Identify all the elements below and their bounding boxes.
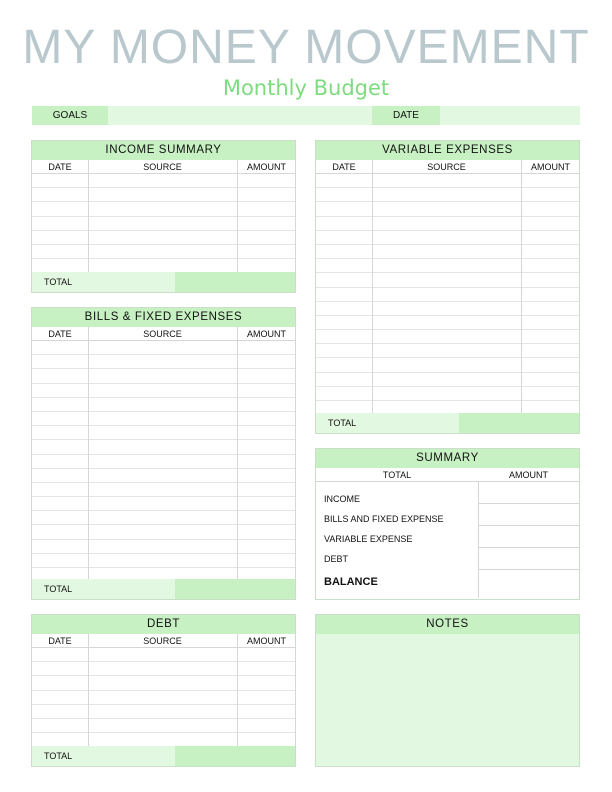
table-row[interactable] — [316, 174, 579, 188]
table-row[interactable] — [316, 344, 579, 358]
total-column-header: TOTAL — [382, 470, 412, 480]
table-row[interactable] — [316, 316, 579, 330]
table-row[interactable] — [316, 288, 579, 302]
table-row[interactable] — [32, 355, 295, 369]
amount-column-header: AMOUNT — [247, 329, 286, 339]
bills-rows[interactable] — [32, 341, 295, 582]
income-summary-title: INCOME SUMMARY — [32, 141, 295, 160]
column-header-row — [316, 160, 579, 174]
total-label: TOTAL — [44, 277, 73, 287]
column-divider — [372, 160, 373, 414]
date-bar[interactable] — [372, 106, 580, 125]
table-row[interactable] — [32, 648, 295, 662]
goals-label: GOALS — [32, 106, 108, 125]
total-label: TOTAL — [328, 418, 357, 428]
table-row[interactable] — [316, 330, 579, 344]
notes-box — [315, 614, 580, 767]
summary-column-header-row — [316, 468, 579, 482]
summary-income-label: INCOME — [324, 494, 360, 504]
bills-fixed-expenses-table — [31, 307, 296, 600]
table-row[interactable] — [32, 245, 295, 259]
goals-bar[interactable] — [32, 106, 372, 125]
table-row[interactable] — [32, 426, 295, 440]
date-label: DATE — [372, 106, 440, 125]
source-column-header: SOURCE — [143, 329, 182, 339]
summary-bills-label: BILLS AND FIXED EXPENSE — [324, 514, 444, 524]
variable-total-value[interactable] — [459, 413, 579, 433]
table-row[interactable] — [316, 202, 579, 216]
summary-income-amount[interactable] — [479, 482, 579, 504]
bills-title: BILLS & FIXED EXPENSES — [32, 308, 295, 327]
amount-column-header: AMOUNT — [531, 162, 570, 172]
summary-table — [315, 448, 580, 600]
table-row[interactable] — [32, 676, 295, 690]
income-total-value[interactable] — [175, 272, 295, 292]
table-row[interactable] — [32, 440, 295, 454]
table-row[interactable] — [32, 662, 295, 676]
notes-title: NOTES — [316, 615, 579, 634]
table-row[interactable] — [32, 455, 295, 469]
date-column-header: DATE — [48, 162, 72, 172]
table-row[interactable] — [32, 554, 295, 568]
table-row[interactable] — [32, 369, 295, 383]
table-row[interactable] — [32, 341, 295, 355]
table-row[interactable] — [316, 387, 579, 401]
column-divider — [237, 634, 238, 747]
table-row[interactable] — [32, 384, 295, 398]
source-column-header: SOURCE — [427, 162, 466, 172]
income-rows[interactable] — [32, 174, 295, 273]
bills-total-row[interactable] — [32, 579, 295, 599]
summary-amounts[interactable] — [478, 482, 579, 598]
summary-debt-amount[interactable] — [479, 548, 579, 570]
total-label: TOTAL — [44, 751, 73, 761]
table-row[interactable] — [316, 259, 579, 273]
column-header-row — [32, 634, 295, 648]
table-row[interactable] — [32, 525, 295, 539]
debt-rows[interactable] — [32, 648, 295, 747]
table-row[interactable] — [32, 217, 295, 231]
summary-balance-label: BALANCE — [324, 576, 378, 588]
brand-title: MY MONEY MOVEMENT — [22, 21, 590, 74]
table-row[interactable] — [32, 231, 295, 245]
table-row[interactable] — [32, 398, 295, 412]
column-divider — [237, 327, 238, 580]
column-divider — [88, 327, 89, 580]
variable-expenses-table — [315, 140, 580, 434]
column-divider — [521, 160, 522, 414]
table-row[interactable] — [316, 273, 579, 287]
table-row[interactable] — [32, 705, 295, 719]
table-row[interactable] — [316, 231, 579, 245]
table-row[interactable] — [32, 719, 295, 733]
summary-debt-label: DEBT — [324, 554, 349, 564]
table-row[interactable] — [32, 497, 295, 511]
amount-column-header: AMOUNT — [247, 162, 286, 172]
date-column-header: DATE — [332, 162, 356, 172]
table-row[interactable] — [316, 217, 579, 231]
amount-column-header: AMOUNT — [247, 636, 286, 646]
income-total-row[interactable] — [32, 272, 295, 292]
table-row[interactable] — [32, 540, 295, 554]
variable-rows[interactable] — [316, 174, 579, 415]
table-row[interactable] — [316, 358, 579, 372]
table-row[interactable] — [32, 202, 295, 216]
table-row[interactable] — [316, 245, 579, 259]
summary-title: SUMMARY — [316, 449, 579, 468]
page-subtitle: Monthly Budget — [222, 76, 390, 100]
amount-column-header: AMOUNT — [509, 470, 548, 480]
source-column-header: SOURCE — [143, 162, 182, 172]
summary-bills-amount[interactable] — [479, 504, 579, 526]
table-row[interactable] — [316, 188, 579, 202]
column-header-row — [32, 327, 295, 341]
column-divider — [88, 160, 89, 273]
table-row[interactable] — [32, 174, 295, 188]
notes-area[interactable] — [316, 634, 579, 766]
source-column-header: SOURCE — [143, 636, 182, 646]
variable-title: VARIABLE EXPENSES — [316, 141, 579, 160]
debt-total-row[interactable] — [32, 746, 295, 766]
column-header-row — [32, 160, 295, 174]
debt-title: DEBT — [32, 615, 295, 634]
column-divider — [237, 160, 238, 273]
income-summary-table — [31, 140, 296, 293]
variable-total-row[interactable] — [316, 413, 579, 433]
date-column-header: DATE — [48, 329, 72, 339]
table-row[interactable] — [32, 469, 295, 483]
table-row[interactable] — [32, 188, 295, 202]
total-label: TOTAL — [44, 584, 73, 594]
summary-variable-amount[interactable] — [479, 526, 579, 548]
table-row[interactable] — [32, 511, 295, 525]
table-row[interactable] — [32, 691, 295, 705]
table-row[interactable] — [32, 412, 295, 426]
debt-table — [31, 614, 296, 767]
column-divider — [88, 634, 89, 747]
table-row[interactable] — [32, 483, 295, 497]
table-row[interactable] — [316, 373, 579, 387]
summary-variable-label: VARIABLE EXPENSE — [324, 534, 413, 544]
summary-balance-amount[interactable] — [479, 570, 579, 598]
bills-total-value[interactable] — [175, 579, 295, 599]
debt-total-value[interactable] — [175, 746, 295, 766]
date-column-header: DATE — [48, 636, 72, 646]
table-row[interactable] — [316, 302, 579, 316]
